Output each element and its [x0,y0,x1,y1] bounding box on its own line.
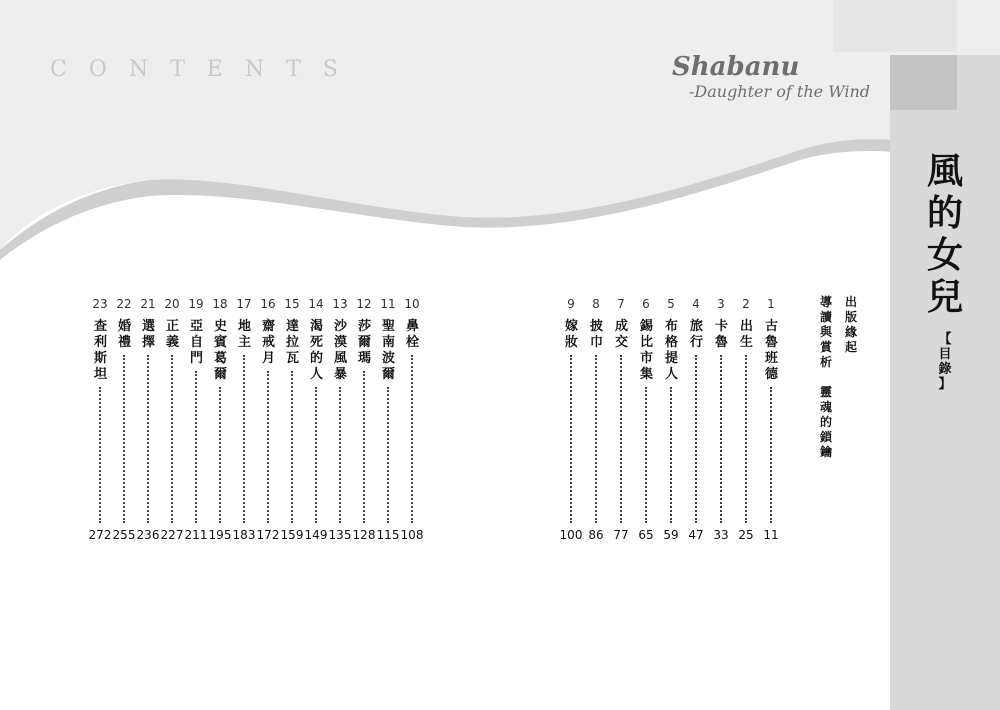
page-number: 159 [280,528,304,542]
page-number: 128 [352,528,376,542]
page-number: 115 [376,528,400,542]
page-number: 108 [400,528,424,542]
chapter-number: 7 [617,297,625,311]
dot-leader [670,387,672,523]
chapter-title: 莎 爾 瑪 [357,319,371,366]
dot-leader [720,355,722,523]
chapter-number: 6 [642,297,650,311]
dot-leader [570,355,572,523]
front-matter-item[interactable]: 導 讀 與 賞 析 靈 魂 的 鎖 鑰 [819,295,832,459]
dot-leader [123,355,125,523]
page-number: 59 [663,528,679,542]
english-book-title: Shabanu [672,52,800,82]
page-number: 135 [328,528,352,542]
page-number: 211 [184,528,208,542]
dot-leader [620,355,622,523]
dot-leader [339,387,341,523]
chapter-title: 亞 自 門 [189,319,203,366]
chapter-number: 2 [742,297,750,311]
dot-leader [645,387,647,523]
chapter-title: 布 格 提 人 [664,319,678,382]
dot-leader [770,387,772,523]
chapter-number: 1 [767,297,775,311]
dot-leader [291,371,293,523]
chapter-number: 4 [692,297,700,311]
chapter-number: 18 [212,297,228,311]
page-number: 255 [112,528,136,542]
dot-leader [745,355,747,523]
chapter-title: 聖 南 波 爾 [381,319,395,382]
front-matter-item[interactable]: 出 版 緣 起 [844,295,857,354]
chapter-number: 12 [356,297,372,311]
page-number: 183 [232,528,256,542]
chapter-title: 嫁 妝 [564,319,578,350]
page-number: 272 [88,528,112,542]
chapter-number: 14 [308,297,324,311]
dot-leader [695,355,697,523]
chapter-number: 15 [284,297,300,311]
page-number: 77 [613,528,629,542]
chapter-title: 達 拉 瓦 [285,319,299,366]
dot-leader [315,387,317,523]
page-number: 227 [160,528,184,542]
chapter-number: 5 [667,297,675,311]
chapter-number: 19 [188,297,204,311]
dot-leader [411,355,413,523]
page-number: 25 [738,528,754,542]
chapter-title: 成 交 [614,319,628,350]
chapter-title: 卡 魯 [714,319,728,350]
dot-leader [219,387,221,523]
chapter-number: 13 [332,297,348,311]
chapter-title: 渴 死 的 人 [309,319,323,382]
page-number: 149 [304,528,328,542]
chapter-number: 8 [592,297,600,311]
chapter-title: 查 利 斯 坦 [93,319,107,382]
page-number: 47 [688,528,704,542]
dot-leader [595,355,597,523]
chapter-title: 錫 比 市 集 [639,319,653,382]
chapter-number: 20 [164,297,180,311]
page-number: 33 [713,528,729,542]
chapter-title: 鼻 栓 [405,319,419,350]
dot-leader [363,371,365,523]
book-title-vertical: 風 的 女 兒 [926,150,963,318]
page-number: 100 [559,528,583,542]
page-number: 172 [256,528,280,542]
chapter-number: 22 [116,297,132,311]
chapter-number: 11 [380,297,396,311]
dot-leader [171,355,173,523]
chapter-title: 史 賓 葛 爾 [213,319,227,382]
page-number: 236 [136,528,160,542]
table-of-contents-label: 【 目 錄 】 [938,332,952,392]
chapter-number: 16 [260,297,276,311]
chapter-number: 10 [404,297,420,311]
chapter-number: 17 [236,297,252,311]
contents-heading: CONTENTS [50,57,360,82]
dot-leader [99,387,101,523]
dot-leader [147,355,149,523]
chapter-number: 9 [567,297,575,311]
chapter-title: 選 擇 [141,319,155,350]
chapter-number: 23 [92,297,108,311]
chapter-title: 旅 行 [689,319,703,350]
english-book-subtitle: -Daughter of the Wind [689,82,871,101]
chapter-title: 沙 漠 風 暴 [333,319,347,382]
chapter-title: 披 巾 [589,319,603,350]
page-number: 195 [208,528,232,542]
chapter-title: 婚 禮 [117,319,131,350]
page-number: 65 [638,528,654,542]
page-number: 86 [588,528,604,542]
chapter-title: 出 生 [739,319,753,350]
chapter-title: 地 主 [237,319,251,350]
chapter-title: 古 魯 班 德 [764,319,778,382]
dot-leader [195,371,197,523]
dot-leader [267,371,269,523]
dot-leader [243,355,245,523]
chapter-number: 21 [140,297,156,311]
chapter-number: 3 [717,297,725,311]
chapter-title: 正 義 [165,319,179,350]
page-number: 11 [763,528,779,542]
chapter-title: 齋 戒 月 [261,319,275,366]
dot-leader [387,387,389,523]
